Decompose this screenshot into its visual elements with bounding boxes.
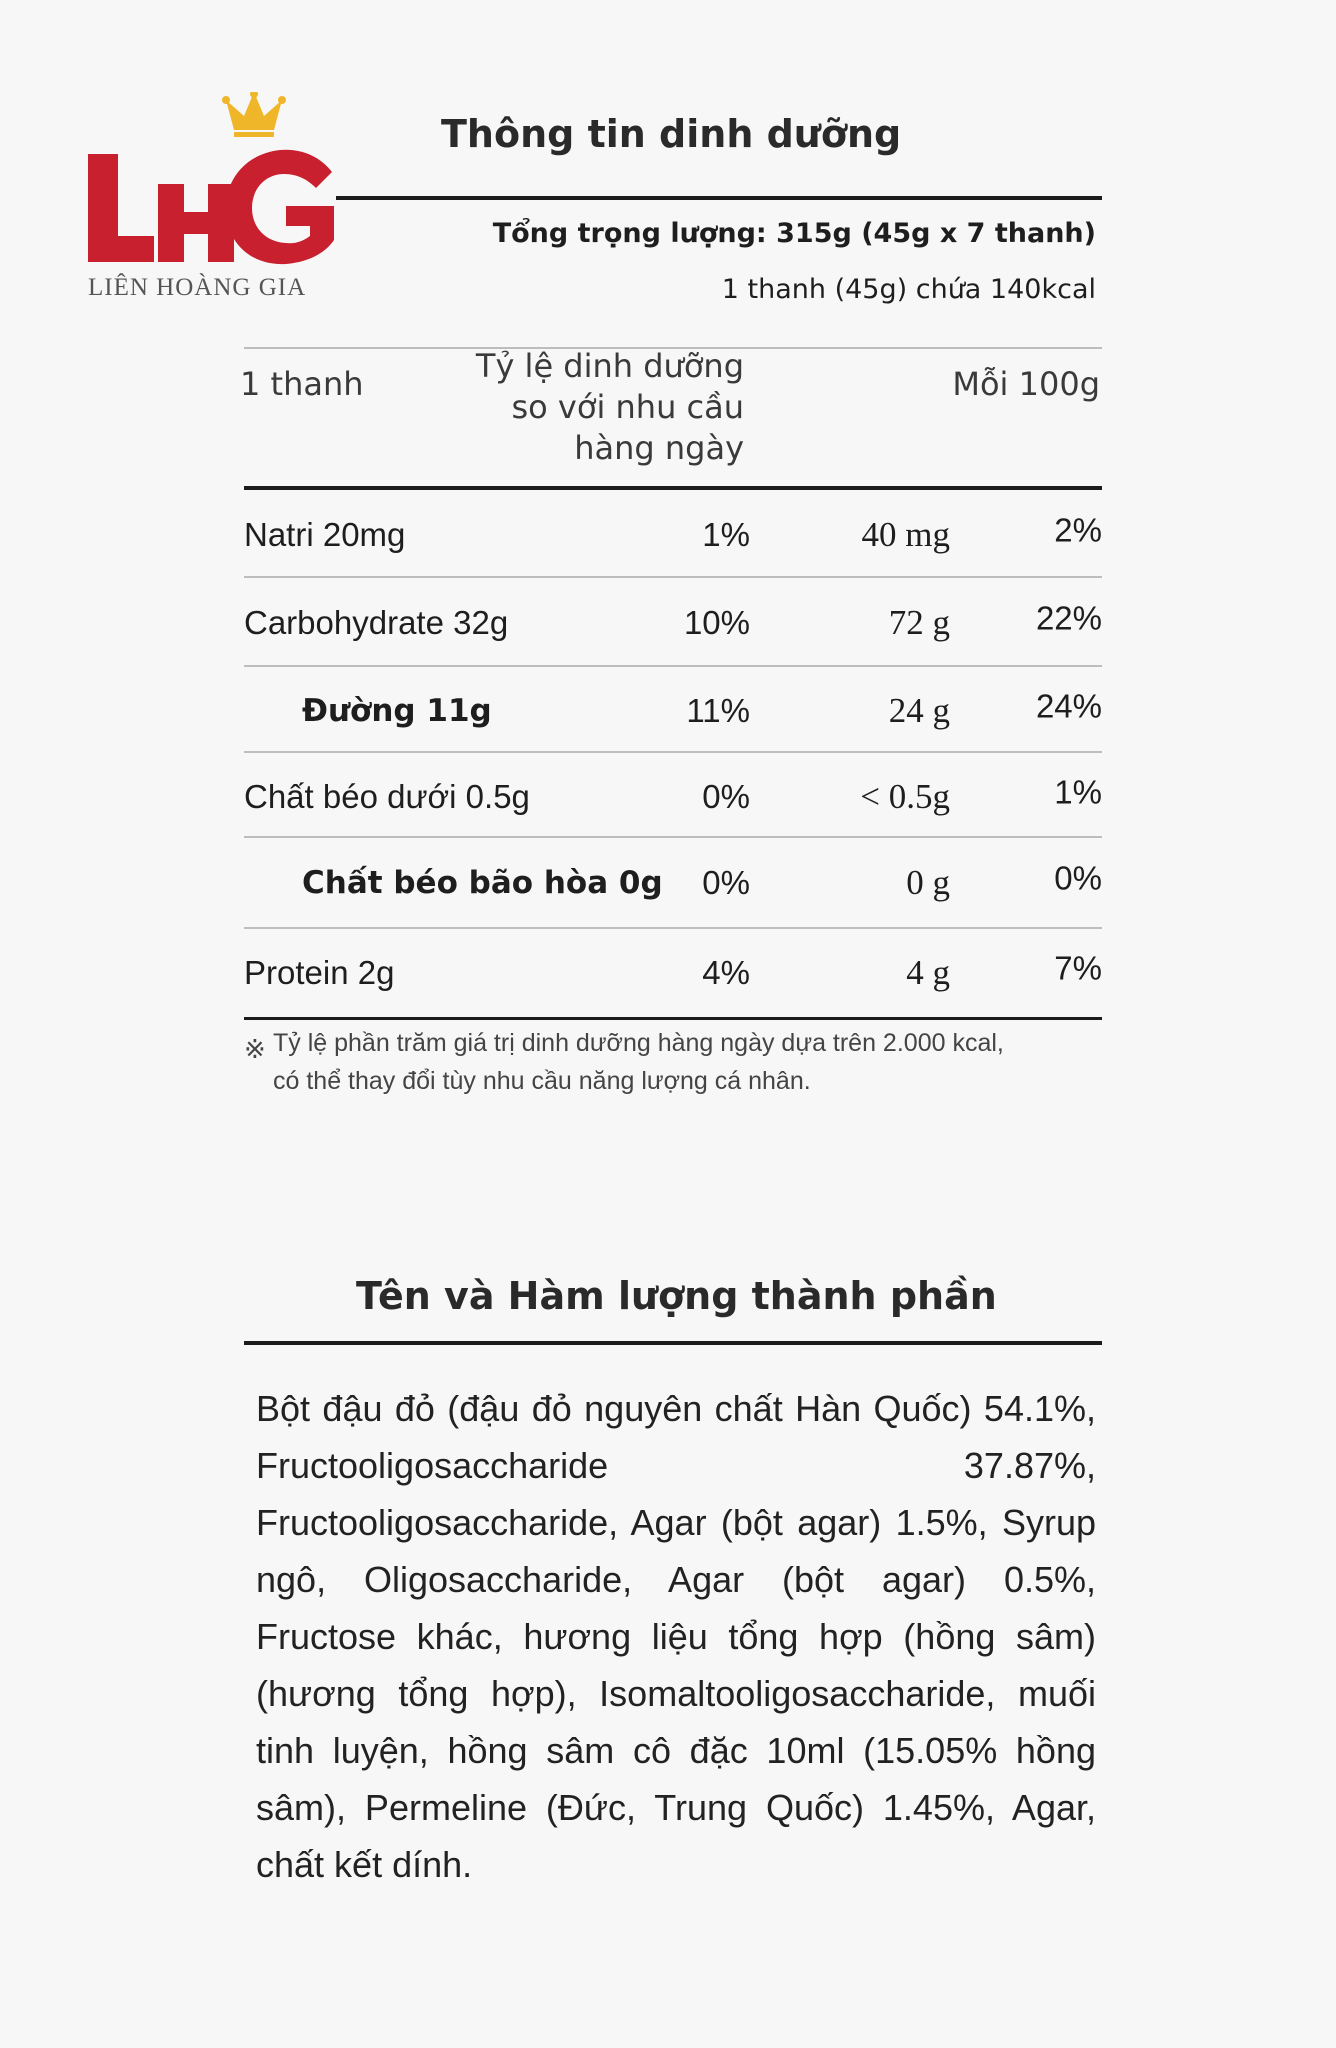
crown-icon [222,92,286,137]
header-daily-line-1: Tỷ lệ dinh dưỡng [475,347,744,385]
total-weight: Tổng trọng lượng: 315g (45g x 7 thanh) [492,218,1096,249]
nutrient-daily-percent: 0% [702,778,750,815]
nutrient-per-100g-percent: 22% [1035,599,1102,637]
nutrient-per-100g-percent: 1% [1054,773,1102,811]
nutrient-per-100g-percent: 0% [1054,859,1102,897]
brand-logo [84,92,352,312]
nutrient-per-100g: 72 g [888,603,950,642]
header-bottom-rule [244,486,1102,490]
footnote-line-2: có thể thay đổi tùy nhu cầu năng lượng cá nhân. [273,1067,811,1095]
nutrient-name: Chất béo bão hòa 0g [302,865,663,901]
brand-subtitle: LIÊN HOÀNG GIA [88,274,307,301]
title-divider [336,196,1102,200]
footnote [273,1024,1093,1100]
nutrient-per-100g: 0 g [906,863,950,902]
nutrient-per-100g-percent: 24% [1035,687,1102,725]
nutrient-name: Natri 20mg [244,516,406,553]
nutrient-name: Chất béo dưới 0.5g [244,778,530,815]
header-daily-line-2: so với nhu cầu [511,388,744,426]
nutrient-per-100g: 24 g [888,691,950,730]
header-per-bar: 1 thanh [240,365,364,403]
row-divider [244,751,1102,753]
row-divider [244,836,1102,838]
nutrient-per-100g-percent: 2% [1054,511,1102,549]
footnote-mark: ※ [244,1034,266,1064]
row-divider [244,576,1102,578]
nutrient-name: Protein 2g [244,954,395,991]
nutrient-per-100g: 40 mg [861,515,950,554]
ingredients-title: Tên và Hàm lượng thành phần [356,1274,997,1318]
nutrient-daily-percent: 10% [683,604,750,641]
nutrient-per-100g: < 0.5g [860,777,950,816]
table-bottom-rule [244,1017,1102,1020]
nutrient-row-fat [244,754,1102,840]
nutrient-row-protein [244,930,1102,1016]
row-divider [244,665,1102,667]
nutrient-name: Carbohydrate 32g [244,604,509,641]
nutrient-row-carbohydrate [244,580,1102,666]
nutrient-daily-percent: 1% [702,516,750,553]
nutrient-per-100g-percent: 7% [1054,949,1102,987]
nutrient-per-100g: 4 g [906,953,950,992]
header-per-100g: Mỗi 100g [952,365,1100,403]
lhg-logo-mark [84,92,352,272]
nutrient-daily-percent: 0% [702,864,750,901]
nutrient-daily-percent: 11% [686,692,750,729]
footnote-line-1: Tỷ lệ phần trăm giá trị dinh dưỡng hàng ngày dựa trên 2.000 kcal, [273,1029,1004,1057]
per-bar-energy: 1 thanh (45g) chứa 140kcal [721,274,1096,305]
header-daily-ratio [476,346,744,469]
row-divider [244,927,1102,929]
nutrition-title: Thông tin dinh dưỡng [441,112,902,156]
header-daily-line-3: hàng ngày [574,429,744,467]
nutrient-row-sugar [244,668,1102,754]
ingredients-divider [244,1341,1102,1345]
nutrient-daily-percent: 4% [702,954,750,991]
nutrient-row-sodium [244,492,1102,578]
ingredients-text: Bột đậu đỏ (đậu đỏ nguyên chất Hàn Quốc) 54.1%, Fructooligosaccharide 37.87%, Fructooligosaccharide, Agar (bột agar) 1.5%, Syrup ngô, Oligosaccharide, Agar (bột agar) 0.5%, Fructose khác, hương liệu tổng hợp (hồng sâm) (hương tổng hợp), Isomaltooligosaccharide, muối tinh luyện, hồng sâm cô đặc 10ml (15.05% hồng sâm), Permeline (Đức, Trung Quốc) 1.45%, Agar, chất kết dính. [256,1388,1096,1885]
nutrient-row-saturated-fat [244,840,1102,926]
nutrient-name: Đường 11g [302,693,492,729]
